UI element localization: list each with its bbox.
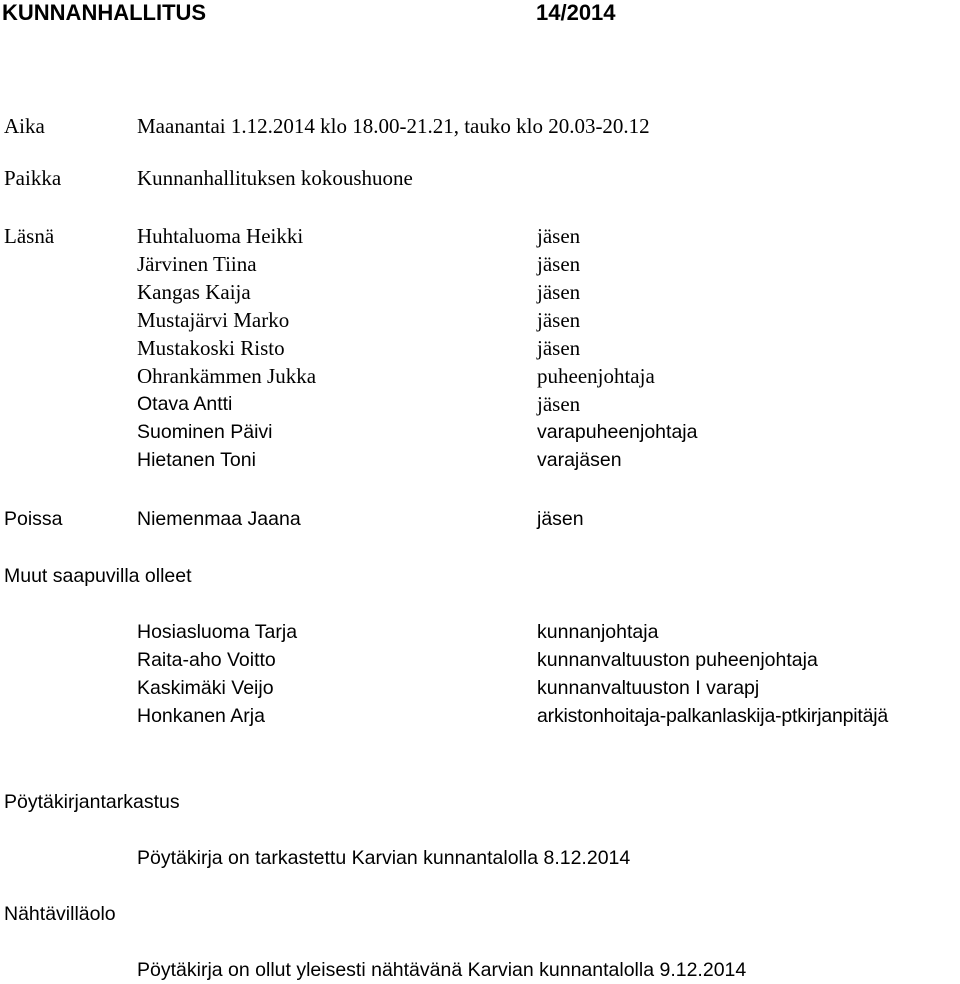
- present-name: Hietanen Toni: [137, 449, 256, 471]
- absent-name: Niemenmaa Jaana: [137, 508, 301, 530]
- place-value: Kunnanhallituksen kokoushuone: [137, 166, 413, 190]
- present-role: jäsen: [537, 336, 581, 360]
- present-role: varapuheenjohtaja: [537, 421, 698, 443]
- display-text: Pöytäkirja on ollut yleisesti nähtävänä Karvian kunnantalolla 9.12.2014: [137, 959, 747, 981]
- other-role: kunnanvaltuuston puheenjohtaja: [537, 649, 818, 671]
- present-role: jäsen: [537, 392, 581, 416]
- document-number: 14/2014: [536, 0, 616, 25]
- present-role: jäsen: [537, 280, 581, 304]
- present-name: Suominen Päivi: [137, 421, 273, 443]
- others-label: Muut saapuvilla olleet: [4, 565, 192, 587]
- other-name: Kaskimäki Veijo: [137, 677, 274, 699]
- present-name: Kangas Kaija: [137, 280, 251, 304]
- present-names-list: [137, 222, 316, 474]
- document-title: KUNNANHALLITUS: [2, 0, 207, 25]
- other-name: Hosiasluoma Tarja: [137, 621, 298, 643]
- present-roles-list: [537, 222, 697, 474]
- present-name: Mustakoski Risto: [137, 336, 285, 360]
- absent-role: jäsen: [537, 508, 584, 530]
- present-role: jäsen: [537, 308, 581, 332]
- present-role: jäsen: [537, 252, 581, 276]
- display-label: Nähtävilläolo: [4, 903, 116, 925]
- other-role: kunnanjohtaja: [537, 621, 659, 643]
- review-text: Pöytäkirja on tarkastettu Karvian kunnantalolla 8.12.2014: [137, 847, 631, 869]
- present-role: puheenjohtaja: [537, 364, 655, 388]
- others-names-list: [137, 618, 297, 730]
- absent-label: Poissa: [4, 508, 63, 530]
- place-label: Paikka: [4, 166, 62, 190]
- present-name: Ohrankämmen Jukka: [137, 364, 317, 388]
- present-role: jäsen: [537, 224, 581, 248]
- review-label: Pöytäkirjantarkastus: [4, 791, 180, 813]
- other-role: arkistonhoitaja-palkanlaskija-ptkirjanpitäjä: [537, 705, 889, 727]
- time-label: Aika: [4, 114, 45, 138]
- other-name: Honkanen Arja: [137, 705, 265, 727]
- present-name: Otava Antti: [137, 393, 233, 415]
- others-roles-list: [537, 618, 888, 730]
- present-name: Järvinen Tiina: [137, 252, 257, 276]
- present-name: Mustajärvi Marko: [137, 308, 290, 332]
- present-name: Huhtaluoma Heikki: [137, 224, 304, 248]
- other-name: Raita-aho Voitto: [137, 649, 276, 671]
- time-value: Maanantai 1.12.2014 klo 18.00-21.21, tauko klo 20.03-20.12: [137, 114, 650, 138]
- present-role: varajäsen: [537, 449, 622, 471]
- other-role: kunnanvaltuuston I varapj: [537, 677, 760, 699]
- present-label: Läsnä: [4, 224, 55, 248]
